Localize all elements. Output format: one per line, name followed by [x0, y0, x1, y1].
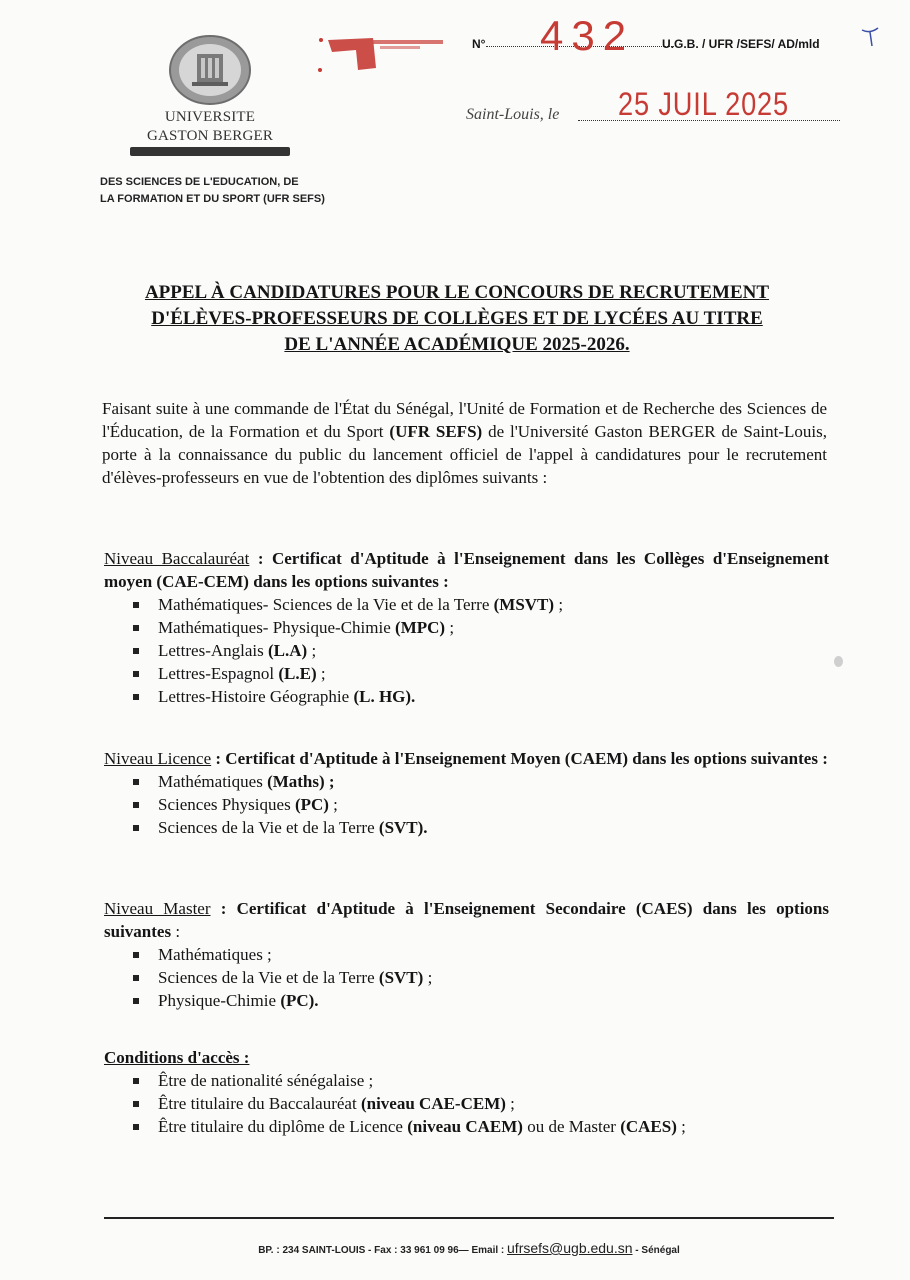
intro-ufr-acronym: (UFR SEFS): [389, 422, 483, 441]
list-item: [104, 1115, 829, 1138]
item-code: (SVT): [378, 968, 424, 987]
item-code: (niveau CAE-CEM): [360, 1094, 506, 1113]
list-item: [104, 989, 829, 1012]
section-master: [104, 897, 829, 1012]
ufr-name: [100, 174, 325, 208]
item-text: Mathématiques ;: [158, 945, 272, 964]
item-text: Lettres-Espagnol: [158, 664, 279, 683]
options-list: [104, 593, 829, 708]
date-stamp: 25 JUIL 2025: [618, 86, 789, 122]
list-item: [104, 943, 829, 966]
section-heading: [104, 547, 829, 593]
item-text: Mathématiques- Sciences de la Vie et de la Terre: [158, 595, 494, 614]
footer-contact: [104, 1240, 834, 1256]
item-end: ;: [328, 795, 338, 814]
title-line1: APPEL À CANDIDATURES POUR LE CONCOURS DE RECRUTEMENT: [144, 282, 770, 303]
item-code: (MPC): [395, 618, 446, 637]
item-end: ;: [554, 595, 564, 614]
options-list: [104, 943, 829, 1012]
item-text: Sciences de la Vie et de la Terre: [158, 818, 379, 837]
intro-text-1: Faisant suite à une commande de l'État du Sénégal, l'Unité de Formation et de Recherche des Sciences de l'Éducation, de la Formation et du Sport: [102, 399, 827, 441]
item-text: Être titulaire du diplôme de Licence: [158, 1117, 408, 1136]
intro-paragraph: [102, 397, 827, 489]
list-item: [104, 593, 829, 616]
section-heading-end: :: [171, 922, 181, 941]
list-item: [104, 966, 829, 989]
item-code: (PC).: [280, 991, 319, 1010]
footer-country: - Sénégal: [632, 1245, 680, 1256]
item-code: (niveau CAEM): [407, 1117, 523, 1136]
ufr-name-line1: DES SCIENCES DE L'EDUCATION, DE: [100, 176, 299, 188]
university-logo: [120, 34, 300, 156]
list-item: [104, 770, 829, 793]
footer-email-link[interactable]: ufrsefs@ugb.edu.sn: [507, 1240, 633, 1256]
list-item: [104, 685, 829, 708]
ufr-name-line2: LA FORMATION ET DU SPORT (UFR SEFS): [100, 193, 325, 205]
item-end-2: ;: [676, 1117, 686, 1136]
list-item: [104, 793, 829, 816]
item-code: (PC): [294, 795, 329, 814]
university-seal-icon: [168, 34, 252, 106]
section-heading-text: : Certificat d'Aptitude à l'Enseignement dans les Collèges d'Enseignement moyen (CAE-CEM) dans les options suivantes :: [104, 549, 829, 591]
item-code: (L. HG).: [353, 687, 416, 706]
item-end: ;: [316, 664, 326, 683]
item-end: ;: [445, 618, 455, 637]
section-heading: [104, 1046, 829, 1069]
section-licence: [104, 747, 829, 839]
options-list: [104, 770, 829, 839]
list-item: [104, 1069, 829, 1092]
corner-ink-mark-icon: [860, 26, 880, 48]
university-name-line2: GASTON BERGER: [146, 128, 274, 144]
university-name-line1: UNIVERSITE: [164, 109, 256, 125]
item-end: ;: [423, 968, 433, 987]
item-code: (MSVT): [493, 595, 555, 614]
document-title: [92, 280, 822, 358]
item-text: Lettres-Anglais: [158, 641, 268, 660]
item-text: Être de nationalité sénégalaise ;: [158, 1071, 374, 1090]
red-stamp-mark: [318, 28, 458, 88]
item-text: Lettres-Histoire Géographie: [158, 687, 354, 706]
item-code: (Maths) ;: [267, 772, 335, 791]
item-code: (L.A): [268, 641, 308, 660]
paper-speck: [834, 656, 843, 667]
date-line: [466, 86, 846, 130]
item-code-2: (CAES): [620, 1117, 677, 1136]
item-code: (L.E): [278, 664, 317, 683]
section-heading: [104, 747, 829, 770]
reference-number-line: [472, 12, 892, 64]
footer-divider: [104, 1217, 834, 1219]
item-text: Mathématiques: [158, 772, 268, 791]
reference-number-stamp: 432: [540, 12, 635, 59]
item-text: Physique-Chimie: [158, 991, 281, 1010]
section-heading-text: : Certificat d'Aptitude à l'Enseignement Secondaire (CAES) dans les options suivantes: [104, 899, 829, 941]
item-end: ;: [307, 641, 317, 660]
item-text: Être titulaire du Baccalauréat: [158, 1094, 361, 1113]
title-line2: D'ÉLÈVES-PROFESSEURS DE COLLÈGES ET DE LYCÉES AU TITRE: [151, 308, 763, 329]
section-level: Niveau Master: [104, 899, 211, 918]
section-heading: [104, 897, 829, 943]
item-code: (SVT).: [378, 818, 428, 837]
section-conditions: [104, 1046, 829, 1138]
section-baccalaureat: [104, 547, 829, 708]
item-text: Mathématiques- Physique-Chimie: [158, 618, 396, 637]
section-level: Niveau Baccalauréat: [104, 549, 250, 568]
section-level: Niveau Licence: [104, 749, 212, 768]
item-end: ou de Master: [522, 1117, 621, 1136]
intro-text-2: de l'Université Gaston BERGER de Saint-Louis, porte à la connaissance du public du lancement officiel de l'appel à candidatures pour le recrutement d'élèves-professeurs en vue de l'obtention des diplômes suivants :: [102, 422, 827, 487]
list-item: [104, 1092, 829, 1115]
item-end: ;: [505, 1094, 515, 1113]
list-item: [104, 616, 829, 639]
item-text: Sciences de la Vie et de la Terre: [158, 968, 379, 987]
reference-code: U.G.B. / UFR /SEFS/ AD/mld: [662, 37, 820, 51]
date-place: Saint-Louis, le: [466, 106, 560, 123]
list-item: [104, 639, 829, 662]
footer-address: BP. : 234 SAINT-LOUIS - Fax : 33 961 09 96— Email :: [258, 1245, 508, 1256]
university-motto-banner: [130, 147, 290, 156]
section-heading-text: : Certificat d'Aptitude à l'Enseignement Moyen (CAEM) dans les options suivantes :: [211, 749, 828, 768]
item-text: Sciences Physiques: [158, 795, 295, 814]
reference-label: N°: [472, 37, 486, 51]
list-item: [104, 816, 829, 839]
conditions-heading: Conditions d'accès :: [104, 1048, 250, 1067]
list-item: [104, 662, 829, 685]
title-line3: DE L'ANNÉE ACADÉMIQUE 2025-2026.: [284, 334, 630, 355]
conditions-list: [104, 1069, 829, 1138]
